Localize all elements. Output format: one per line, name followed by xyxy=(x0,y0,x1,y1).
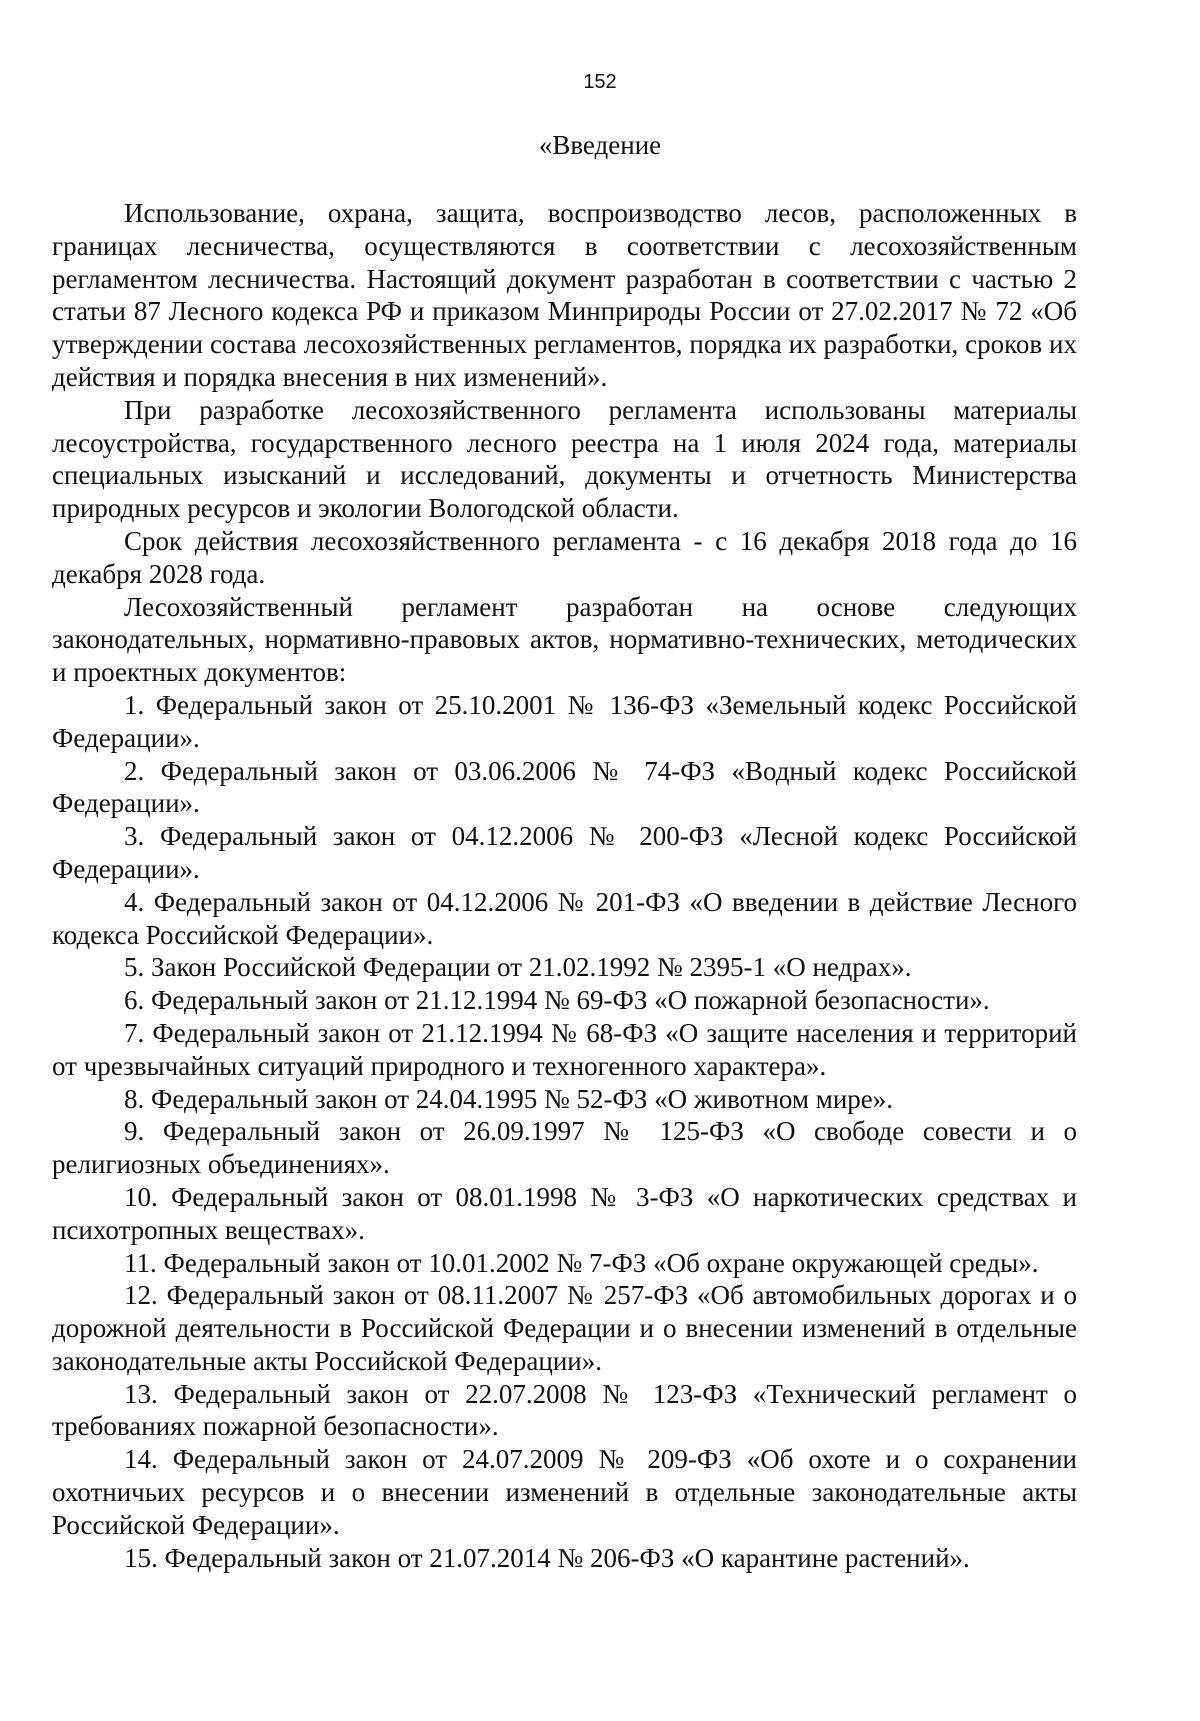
list-item: 15. Федеральный закон от 21.07.2014 № 206-ФЗ «О карантине растений». xyxy=(124,1542,970,1573)
list-item: 14. Федеральный закон от 24.07.2009 № 209-ФЗ «Об охоте и о сохранении охотничьих ресурсов и о внесении изменений в отдельные законодательные акты Российской Федерации». xyxy=(52,1444,1077,1540)
list-item: 11. Федеральный закон от 10.01.2002 № 7-ФЗ «Об охране окружающей среды». xyxy=(124,1247,1039,1278)
list-item: 5. Закон Российской Федерации от 21.02.1992 № 2395-1 «О недрах». xyxy=(124,952,912,983)
paragraph-materials: При разработке лесохозяйственного регламента использованы материалы лесоустройства, государственного лесного реестра на 1 июля 2024 года, материалы специальных изысканий и исследований, документы и отчетность Министерства природных ресурсов и экологии Вологодской области. xyxy=(52,394,1077,524)
list-item: 1. Федеральный закон от 25.10.2001 № 136-ФЗ «Земельный кодекс Российской Федерации». xyxy=(52,689,1077,753)
list-item: 8. Федеральный закон от 24.04.1995 № 52-ФЗ «О животном мире». xyxy=(124,1083,894,1114)
list-item: 12. Федеральный закон от 08.11.2007 № 257-ФЗ «Об автомобильных дорогах и о дорожной деятельности в Российской Федерации и о внесении изменений в отдельные законодательные акты Российской Федерации». xyxy=(52,1280,1077,1376)
list-item: 7. Федеральный закон от 21.12.1994 № 68-ФЗ «О защите населения и территорий от чрезвычайных ситуаций природного и техногенного характера». xyxy=(52,1017,1077,1081)
section-heading: «Введение xyxy=(538,130,662,160)
document-body xyxy=(52,197,1077,1574)
list-item: 9. Федеральный закон от 26.09.1997 № 125-ФЗ «О свободе совести и о религиозных объединениях». xyxy=(52,1116,1077,1180)
legal-acts-list xyxy=(52,689,1077,1575)
list-item: 2. Федеральный закон от 03.06.2006 № 74-ФЗ «Водный кодекс Российской Федерации». xyxy=(52,755,1077,819)
list-item: 10. Федеральный закон от 08.01.1998 № 3-ФЗ «О наркотических средствах и психотропных веществах». xyxy=(52,1181,1077,1245)
paragraph-usage: Использование, охрана, защита, воспроизводство лесов, расположенных в границах лесничества, осуществляются в соответствии с лесохозяйственным регламентом лесничества. Настоящий документ разработан в соответствии с частью 2 статьи 87 Лесного кодекса РФ и приказом Минприроды России от 27.02.2017 № 72 «Об утверждении состава лесохозяйственных регламентов, порядка их разработки, сроков их действия и порядка внесения в них изменений». xyxy=(52,198,1077,392)
list-item: 4. Федеральный закон от 04.12.2006 № 201-ФЗ «О введении в действие Лесного кодекса Российской Федерации». xyxy=(52,886,1077,950)
list-item: 3. Федеральный закон от 04.12.2006 № 200-ФЗ «Лесной кодекс Российской Федерации». xyxy=(52,821,1077,884)
paragraph-validity-period: Срок действия лесохозяйственного регламента - с 16 декабря 2018 года до 16 декабря 2028 года. xyxy=(52,525,1077,589)
list-item: 13. Федеральный закон от 22.07.2008 № 123-ФЗ «Технический регламент о требованиях пожарной безопасности». xyxy=(52,1378,1077,1442)
paragraph-legal-basis: Лесохозяйственный регламент разработан на основе следующих законодательных, нормативно-правовых актов, нормативно-технических, методических и проектных документов: xyxy=(52,591,1077,688)
list-item: 6. Федеральный закон от 21.12.1994 № 69-ФЗ «О пожарной безопасности». xyxy=(124,985,990,1016)
page-number: 152 xyxy=(583,71,617,93)
